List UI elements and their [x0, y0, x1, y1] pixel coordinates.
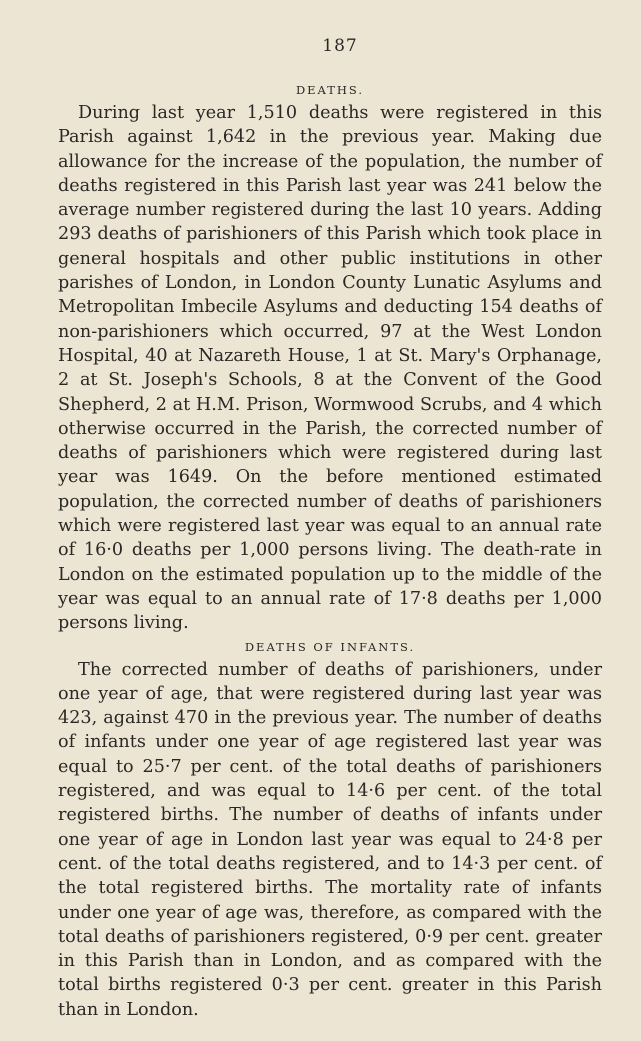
paragraph-deaths-of-infants: The corrected number of deaths of parishioners, under one year of age, that were registered during last year was 423, against 470 in the previous year. The number of deaths of infants under one year of age registered last year was equal to 25·7 per cent. of the total deaths of parishioners registered, and was equal to 14·6 per cent. of the total registered births. The number of deaths of infants under one year of age in London last year was equal to 24·8 per cent. of the total deaths registered, and to 14·3 per cent. of the total registered births. The mortality rate of infants under one year of age was, therefore, as compared with the total deaths of parishioners registered, 0·9 per cent. greater in this Parish than in London, and as compared with the total births registered 0·3 per cent. greater in this Parish than in London. — [58, 659, 602, 1020]
paragraph-deaths: During last year 1,510 deaths were registered in this Parish against 1,642 in the previous year. Making due allowance for the increase of the population, the number of deaths registered in this Parish last year was 241 below the average number registered during the last 10 years. Adding 293 deaths of parishioners of this Parish which took place in general hospitals and other public institutions in other parishes of London, in London County Lunatic Asylums and Metropolitan Imbecile Asylums and deducting 154 deaths of non-parishioners which occurred, 97 at the West London Hospital, 40 at Nazareth House, 1 at St. Mary's Orphanage, 2 at St. Joseph's Schools, 8 at the Convent of the Good Shepherd, 2 at H.M. Prison, Wormwood Scrubs, and 4 which otherwise occurred in the Parish, the corrected number of deaths of parishioners which were registered during last year was 1649. On the before mentioned estimated population, the corrected number of deaths of parishioners which were registered last year was equal to an annual rate of 16·0 deaths per 1,000 persons living. The death-rate in London on the estimated population up to the middle of the year was equal to an annual rate of 17·8 deaths per 1,000 persons living. — [58, 103, 602, 634]
section-deaths — [58, 83, 602, 636]
section-heading-deaths-of-infants: DEATHS OF INFANTS. — [244, 639, 416, 654]
document-page — [58, 36, 602, 1026]
page-number: 187 — [322, 36, 358, 56]
section-deaths-of-infants — [58, 640, 602, 1022]
section-heading-deaths: DEATHS. — [295, 83, 365, 97]
